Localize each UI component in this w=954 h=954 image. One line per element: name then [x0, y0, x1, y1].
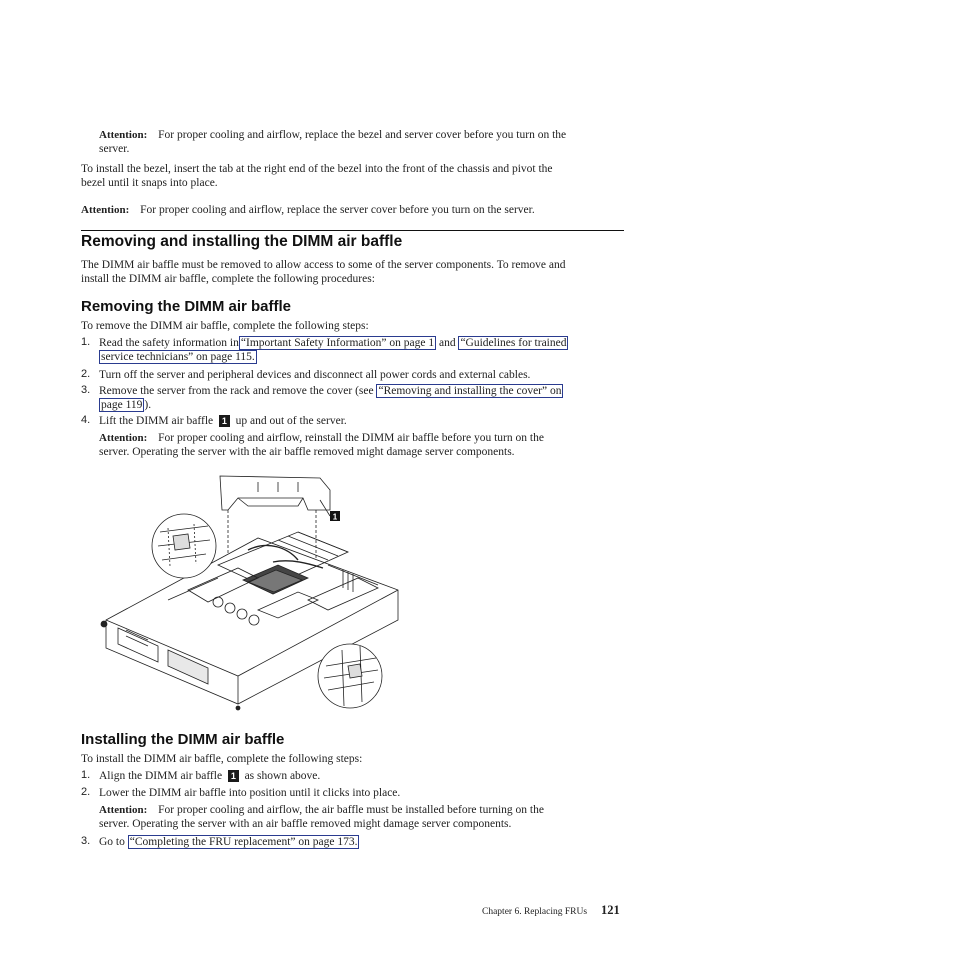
- step-number: 3.: [81, 835, 91, 847]
- install-step-2: Lower the DIMM air baffle into position until it clicks into place.: [99, 787, 401, 799]
- remove-step-3: [99, 384, 624, 412]
- intro-line-2: install the DIMM air baffle, complete the following procedures:: [81, 273, 375, 285]
- step-text: up and out of the server.: [235, 415, 347, 427]
- remove-cover-link[interactable]: “Removing and installing the cover” on: [378, 385, 562, 397]
- installing-intro: To install the DIMM air baffle, complete the following steps:: [81, 753, 363, 765]
- step-number: 1.: [81, 336, 91, 348]
- completing-fru-link[interactable]: “Completing the FRU replacement” on page 173.: [129, 836, 358, 848]
- step-text: Read the safety information in: [99, 337, 239, 349]
- chapter-title: Chapter 6. Replacing FRUs: [482, 907, 588, 917]
- section-intro: [81, 258, 626, 286]
- callout-badge: 1: [219, 415, 230, 427]
- section-rule: [81, 230, 624, 231]
- step-text: and: [438, 337, 456, 349]
- attention-label: Attention:: [99, 804, 148, 816]
- step-number: 1.: [81, 769, 91, 781]
- remove-step-4: [99, 414, 624, 428]
- install-step-3: [99, 835, 624, 849]
- intro-line-1: The DIMM air baffle must be removed to allow access to some of the server components. To remove and: [81, 259, 566, 271]
- bezel-paragraph: [81, 162, 626, 190]
- page-footer: [482, 901, 620, 919]
- step-number: 4.: [81, 414, 91, 426]
- figure-callout-text: 1: [332, 512, 338, 522]
- bezel-line-1: To install the bezel, insert the tab at the right end of the bezel into the front of the chassis and pivot the: [81, 163, 553, 175]
- step-text: Remove the server from the rack and remove the cover (see: [99, 385, 374, 397]
- attention-text: server. Operating the server with an air baffle removed might damage server components.: [99, 818, 512, 830]
- attention-text: For proper cooling and airflow, replace the server cover before you turn on the server.: [140, 204, 535, 216]
- remove-attention: [99, 431, 624, 459]
- step-number: 2.: [81, 786, 91, 798]
- remove-step-2: Turn off the server and peripheral devices and disconnect all power cords and external cables.: [99, 369, 531, 381]
- guidelines-link[interactable]: “Guidelines for trained: [460, 337, 567, 349]
- server-illustration: [98, 470, 408, 718]
- air-baffle-diagram: [98, 470, 408, 718]
- step-text: Go to: [99, 836, 125, 848]
- attention-text: For proper cooling and airflow, the air baffle must be installed before turning on the: [158, 804, 544, 816]
- remove-step-1: [99, 336, 624, 364]
- callout-badge: 1: [228, 770, 239, 782]
- bezel-line-2: bezel until it snaps into place.: [81, 177, 218, 189]
- step-number: 3.: [81, 384, 91, 396]
- step-number: 2.: [81, 368, 91, 380]
- attention-text: server. Operating the server with the air baffle removed might damage server components.: [99, 446, 515, 458]
- top-attention: [99, 128, 629, 156]
- attention-text-cont: server.: [99, 143, 130, 155]
- guidelines-link-cont[interactable]: service technicians” on page 115.: [101, 351, 255, 363]
- step-text: ).: [144, 399, 152, 411]
- section-heading: Removing and installing the DIMM air baffle: [81, 233, 403, 250]
- install-attention: [99, 803, 624, 831]
- attention-label: Attention:: [99, 129, 148, 141]
- installing-heading: Installing the DIMM air baffle: [81, 731, 285, 748]
- step-text: Lift the DIMM air baffle: [99, 415, 214, 427]
- step-text: Align the DIMM air baffle: [99, 770, 223, 782]
- attention-text: For proper cooling and airflow, replace the bezel and server cover before you turn on the: [158, 129, 567, 141]
- attention-text: For proper cooling and airflow, reinstall the DIMM air baffle before you turn on the: [158, 432, 544, 444]
- cover-attention: [81, 203, 626, 217]
- step-text: as shown above.: [244, 770, 321, 782]
- attention-label: Attention:: [81, 204, 130, 216]
- page-number: 121: [601, 903, 620, 917]
- removing-heading: Removing the DIMM air baffle: [81, 298, 292, 315]
- remove-cover-link-cont[interactable]: page 119: [101, 399, 143, 411]
- safety-info-link[interactable]: “Important Safety Information” on page 1: [240, 337, 435, 349]
- removing-intro: To remove the DIMM air baffle, complete the following steps:: [81, 320, 369, 332]
- attention-label: Attention:: [99, 432, 148, 444]
- install-step-1: [99, 769, 624, 783]
